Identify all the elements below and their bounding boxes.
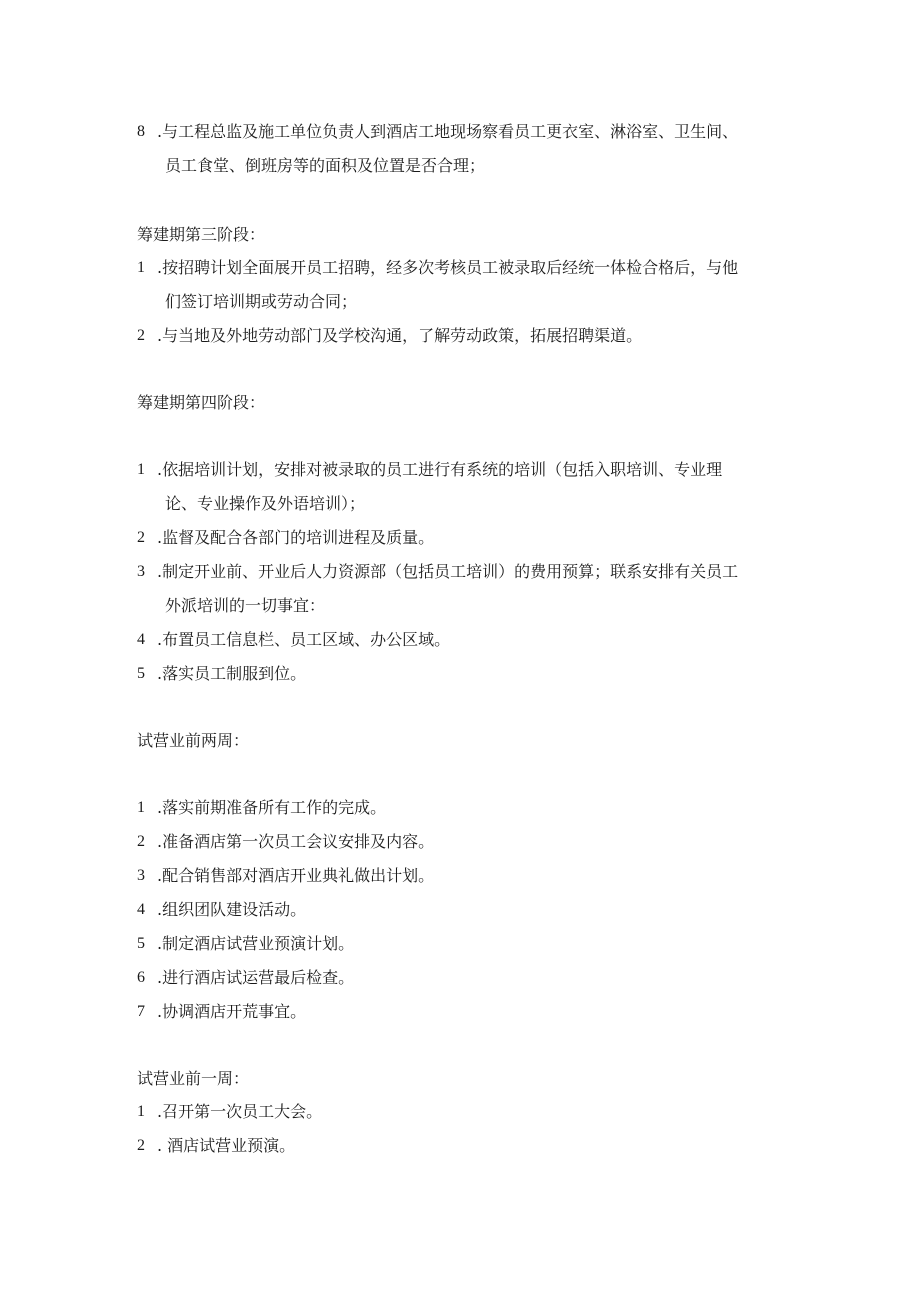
- item-text-line: .进行酒店试运营最后检查。: [157, 968, 355, 987]
- section-heading: 试营业前一周：: [137, 1069, 250, 1088]
- item-text-line: .监督及配合各部门的培训进程及质量。: [157, 528, 435, 547]
- item-text-line: .与工程总监及施工单位负责人到酒店工地现场察看员工更衣室、淋浴室、卫生间、: [157, 122, 739, 141]
- item-text-line: .制定开业前、开业后人力资源部（包括员工培训）的费用预算；联系安排有关员工: [157, 562, 739, 581]
- item-number: 1: [137, 799, 145, 816]
- list-item: [137, 664, 797, 684]
- item-text-line: . 酒店试营业预演。: [157, 1136, 296, 1155]
- item-text-line: 外派培训的一切事宜：: [165, 596, 326, 615]
- item-number: 2: [137, 833, 145, 850]
- item-number: 3: [137, 867, 145, 884]
- item-number: 4: [137, 631, 145, 648]
- item-text-line: .制定酒店试营业预演计划。: [157, 934, 355, 953]
- list-item: [137, 866, 797, 886]
- item-text-line: .组织团队建设活动。: [157, 900, 307, 919]
- item-text-line: .落实员工制服到位。: [157, 664, 307, 683]
- section-heading: 筹建期第四阶段：: [137, 393, 266, 412]
- item-number: 3: [137, 563, 145, 580]
- list-item: [137, 798, 797, 818]
- item-text-line: 员工食堂、倒班房等的面积及位置是否合理；: [165, 156, 486, 175]
- item-number: 2: [137, 529, 145, 546]
- item-text-line: .落实前期准备所有工作的完成。: [157, 798, 387, 817]
- list-item: [137, 630, 797, 650]
- item-number: 2: [137, 327, 145, 344]
- item-number: 1: [137, 259, 145, 276]
- item-text-line: .准备酒店第一次员工会议安排及内容。: [157, 832, 435, 851]
- list-item: [137, 122, 797, 176]
- list-item: [137, 326, 797, 346]
- item-number: 2: [137, 1137, 145, 1154]
- item-number: 1: [137, 1103, 145, 1120]
- list-item: [137, 1136, 797, 1156]
- item-text-line: .按招聘计划全面展开员工招聘，经多次考核员工被录取后经统一体检合格后，与他: [157, 258, 739, 277]
- list-item: [137, 258, 797, 312]
- item-number: 4: [137, 901, 145, 918]
- list-item: [137, 1002, 797, 1022]
- item-text-line: .协调酒店开荒事宜。: [157, 1002, 307, 1021]
- item-text-line: .召开第一次员工大会。: [157, 1102, 323, 1121]
- item-number: 6: [137, 969, 145, 986]
- item-number: 5: [137, 935, 145, 952]
- section-heading: 试营业前两周：: [137, 731, 250, 750]
- section-heading: 筹建期第三阶段：: [137, 225, 266, 244]
- item-text-line: .配合销售部对酒店开业典礼做出计划。: [157, 866, 435, 885]
- list-item: [137, 562, 797, 616]
- list-item: [137, 900, 797, 920]
- item-number: 1: [137, 461, 145, 478]
- item-text-line: 论、专业操作及外语培训）；: [165, 494, 366, 513]
- item-number: 5: [137, 665, 145, 682]
- list-item: [137, 528, 797, 548]
- list-item: [137, 934, 797, 954]
- list-item: [137, 1102, 797, 1122]
- item-text-line: .布置员工信息栏、员工区域、办公区域。: [157, 630, 451, 649]
- list-item: [137, 832, 797, 852]
- list-item: [137, 968, 797, 988]
- item-text-line: 们签订培训期或劳动合同；: [165, 292, 358, 311]
- item-number: 7: [137, 1003, 145, 1020]
- item-number: 8: [137, 123, 145, 140]
- item-text-line: .依据培训计划，安排对被录取的员工进行有系统的培训（包括入职培训、专业理: [157, 460, 723, 479]
- item-text-line: .与当地及外地劳动部门及学校沟通，了解劳动政策，拓展招聘渠道。: [157, 326, 643, 345]
- list-item: [137, 460, 797, 514]
